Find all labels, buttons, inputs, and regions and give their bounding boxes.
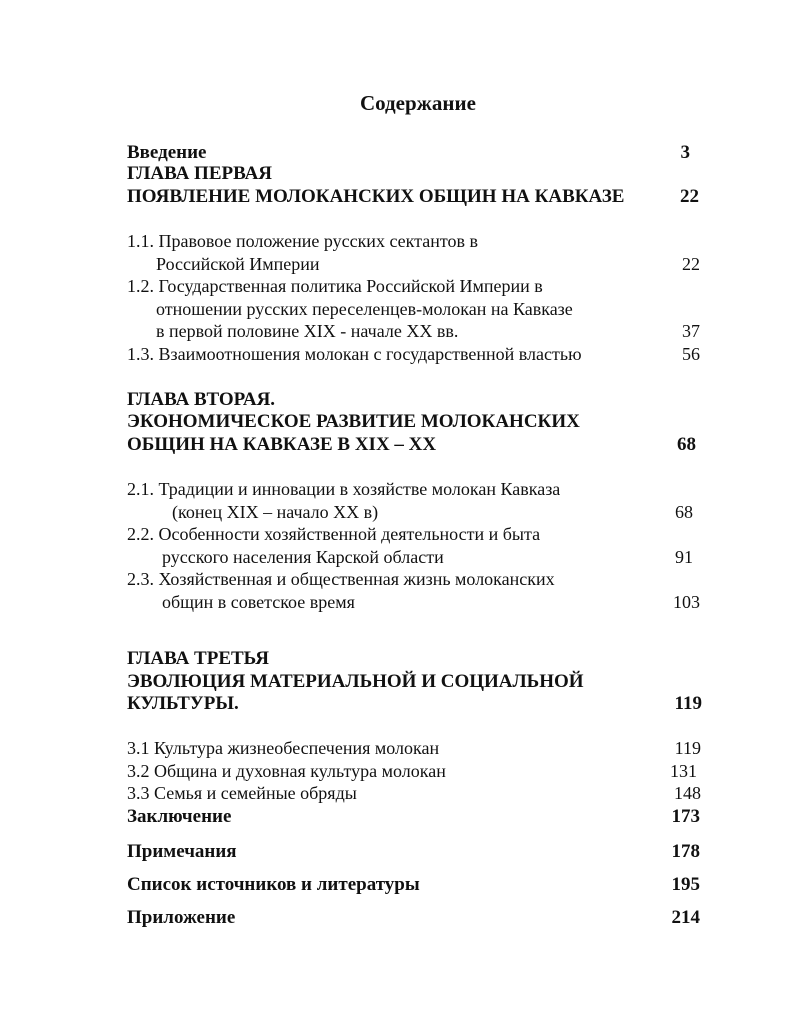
- chapter2-title-line2: ОБЩИН НА КАВКАЗЕ В XIX – XX: [127, 434, 437, 455]
- chapter1-title: ПОЯВЛЕНИЕ МОЛОКАНСКИХ ОБЩИН НА КАВКАЗЕ: [127, 186, 625, 207]
- section-2-1-line1: 2.1. Традиции и инновации в хозяйстве молокан Кавказа: [127, 479, 561, 499]
- section-3-3-line1: 3.3 Семья и семейные обряды: [127, 783, 357, 803]
- section-2-3-line2: общин в советское время: [162, 592, 355, 612]
- chapter3-title-line2: КУЛЬТУРЫ.: [127, 693, 239, 714]
- section-1-2-line1: 1.2. Государственная политика Российской Империи в: [127, 276, 543, 296]
- section-2-2-line2: русского населения Карской области: [162, 547, 444, 567]
- section-3-3-page: 148: [674, 783, 701, 803]
- sources-label: Список источников и литературы: [127, 874, 420, 895]
- section-1-3-line1: 1.3. Взаимоотношения молокан с государственной властью: [127, 344, 582, 364]
- section-2-2-line1: 2.2. Особенности хозяйственной деятельности и быта: [127, 524, 541, 544]
- intro-page: 3: [680, 142, 690, 163]
- section-1-2-page: 37: [682, 321, 700, 341]
- conclusion-page: 173: [671, 806, 700, 827]
- chapter1-label: ГЛАВА ПЕРВАЯ: [127, 163, 273, 184]
- chapter3-title-line1: ЭВОЛЮЦИЯ МАТЕРИАЛЬНОЙ И СОЦИАЛЬНОЙ: [127, 671, 584, 692]
- intro-label: Введение: [127, 142, 207, 163]
- chapter1-page: 22: [680, 186, 699, 207]
- section-1-1-page: 22: [682, 254, 700, 274]
- chapter2-page: 68: [677, 434, 696, 455]
- section-2-3-line1: 2.3. Хозяйственная и общественная жизнь молоканских: [127, 569, 555, 589]
- section-1-1-line1: 1.1. Правовое положение русских сектантов в: [127, 231, 478, 251]
- chapter2-label: ГЛАВА ВТОРАЯ.: [127, 389, 276, 410]
- section-1-2-line3: в первой половине XIX - начале XX вв.: [156, 321, 459, 341]
- section-2-3-page: 103: [673, 592, 700, 612]
- section-3-2-line1: 3.2 Община и духовная культура молокан: [127, 761, 446, 781]
- appendix-label: Приложение: [127, 907, 236, 928]
- section-2-1-page: 68: [675, 502, 693, 522]
- section-2-1-line2: (конец XIX – начало XX в): [172, 502, 379, 522]
- appendix-page: 214: [671, 907, 700, 928]
- section-1-2-line2: отношении русских переселенцев-молокан на Кавказе: [156, 299, 573, 319]
- section-1-1-line2: Российской Империи: [156, 254, 320, 274]
- section-1-3-page: 56: [682, 344, 700, 364]
- chapter2-title-line1: ЭКОНОМИЧЕСКОЕ РАЗВИТИЕ МОЛОКАНСКИХ: [127, 411, 580, 432]
- section-3-1-page: 119: [674, 738, 701, 758]
- notes-page: 178: [671, 841, 700, 862]
- chapter3-label: ГЛАВА ТРЕТЬЯ: [127, 648, 269, 669]
- sources-page: 195: [671, 874, 700, 895]
- conclusion-label: Заключение: [127, 806, 232, 827]
- section-2-2-page: 91: [675, 547, 693, 567]
- section-3-1-line1: 3.1 Культура жизнеобеспечения молокан: [127, 738, 440, 758]
- section-3-2-page: 131: [670, 761, 697, 781]
- page-title: Содержание: [360, 91, 476, 115]
- notes-label: Примечания: [127, 841, 237, 862]
- chapter3-page: 119: [674, 693, 702, 714]
